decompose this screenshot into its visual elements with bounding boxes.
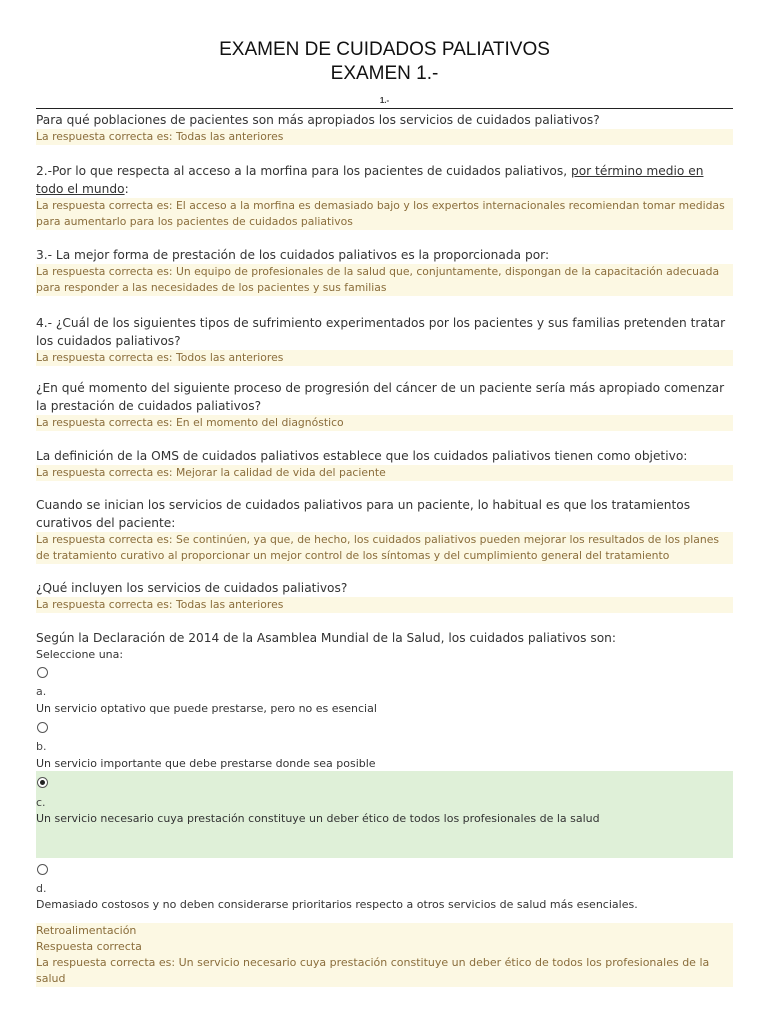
correct-answer: La respuesta correcta es: El acceso a la morfina es demasiado bajo y los expertos internacionales recomiendan tomar medidas para aumentarlo para los pacientes de cuidados paliativos <box>36 198 733 230</box>
underlined-phrase: por término medio en todo el mundo <box>36 164 704 196</box>
question-text: 2.-Por lo que respecta al acceso a la morfina para los pacientes de cuidados paliativos, por término medio en todo el mundo: <box>36 164 704 196</box>
exam-title: EXAMEN DE CUIDADOS PALIATIVOS <box>219 39 550 60</box>
question-block <box>36 629 733 663</box>
question-text: La definición de la OMS de cuidados paliativos establece que los cuidados paliativos tienen como objetivo: <box>36 449 688 463</box>
question-text: ¿Qué incluyen los servicios de cuidados paliativos? <box>36 581 348 595</box>
correct-answer: La respuesta correcta es: Un equipo de profesionales de la salud que, conjuntamente, dispongan de la capacitación adecuada para responder a las necesidades de los pacientes y sus familias <box>36 264 733 296</box>
question-block <box>36 246 733 296</box>
feedback-box <box>36 923 733 987</box>
question-text: ¿En qué momento del siguiente proceso de progresión del cáncer de un paciente sería más apropiado comenzar la prestación de cuidados paliativos? <box>36 381 725 413</box>
option-c-radio[interactable] <box>37 777 48 788</box>
feedback-status: Respuesta correcta <box>36 940 142 953</box>
question-block <box>36 379 733 431</box>
option-a-radio[interactable] <box>37 667 48 678</box>
option-c-text[interactable]: Un servicio necesario cuya prestación constituye un deber ético de todos los profesionales de la salud <box>36 812 600 825</box>
correct-answer: La respuesta correcta es: Todas las anteriores <box>36 129 733 145</box>
question-text: Para qué poblaciones de pacientes son más apropiados los servicios de cuidados paliativos? <box>36 113 600 127</box>
correct-answer: La respuesta correcta es: Todas las anteriores <box>36 597 733 613</box>
correct-answer: La respuesta correcta es: En el momento del diagnóstico <box>36 415 733 431</box>
feedback-heading: Retroalimentación <box>36 924 137 937</box>
option-d-text[interactable]: Demasiado costosos y no deben considerarse prioritarios respecto a otros servicios de salud más esenciales. <box>36 898 638 911</box>
option-b-text[interactable]: Un servicio importante que debe prestarse donde sea posible <box>36 757 376 770</box>
option-c-letter: c. <box>36 796 46 809</box>
correct-answer: La respuesta correcta es: Mejorar la calidad de vida del paciente <box>36 465 733 481</box>
question-text: Cuando se inician los servicios de cuidados paliativos para un paciente, lo habitual es que los tratamientos curativos del paciente: <box>36 498 691 530</box>
question-text: Según la Declaración de 2014 de la Asamblea Mundial de la Salud, los cuidados paliativos son: <box>36 631 616 645</box>
option-b-radio[interactable] <box>37 722 48 733</box>
option-d-letter: d. <box>36 882 47 895</box>
question-block <box>36 162 733 230</box>
correct-answer: La respuesta correcta es: Se continúen, ya que, de hecho, los cuidados paliativos pueden mejorar los resultados de los planes de tratamiento curativo al proporcionar un mejor control de los síntomas y del cumplimiento general del tratamiento <box>36 532 733 564</box>
question-text: 3.- La mejor forma de prestación de los cuidados paliativos es la proporcionada por: <box>36 248 550 262</box>
correct-answer: La respuesta correcta es: Todos las anteriores <box>36 350 733 366</box>
option-a-text[interactable]: Un servicio optativo que puede prestarse, pero no es esencial <box>36 702 377 715</box>
question-block <box>36 111 733 145</box>
question-text: 4.- ¿Cuál de los siguientes tipos de sufrimiento experimentados por los pacientes y sus familias pretenden tratar los cuidados paliativos? <box>36 316 726 348</box>
option-a-letter: a. <box>36 685 47 698</box>
question-block <box>36 496 733 564</box>
option-d-radio[interactable] <box>37 864 48 875</box>
divider <box>36 108 733 109</box>
option-b-letter: b. <box>36 740 47 753</box>
exam-subtitle: EXAMEN 1.- <box>330 63 439 84</box>
question-block <box>36 447 733 481</box>
question-block <box>36 579 733 613</box>
feedback-answer: La respuesta correcta es: Un servicio necesario cuya prestación constituye un deber ético de todos los profesionales de la salud <box>36 956 710 985</box>
question-block <box>36 314 733 366</box>
select-prompt: Seleccione una: <box>36 648 124 661</box>
question-number: 1.- <box>379 96 390 105</box>
